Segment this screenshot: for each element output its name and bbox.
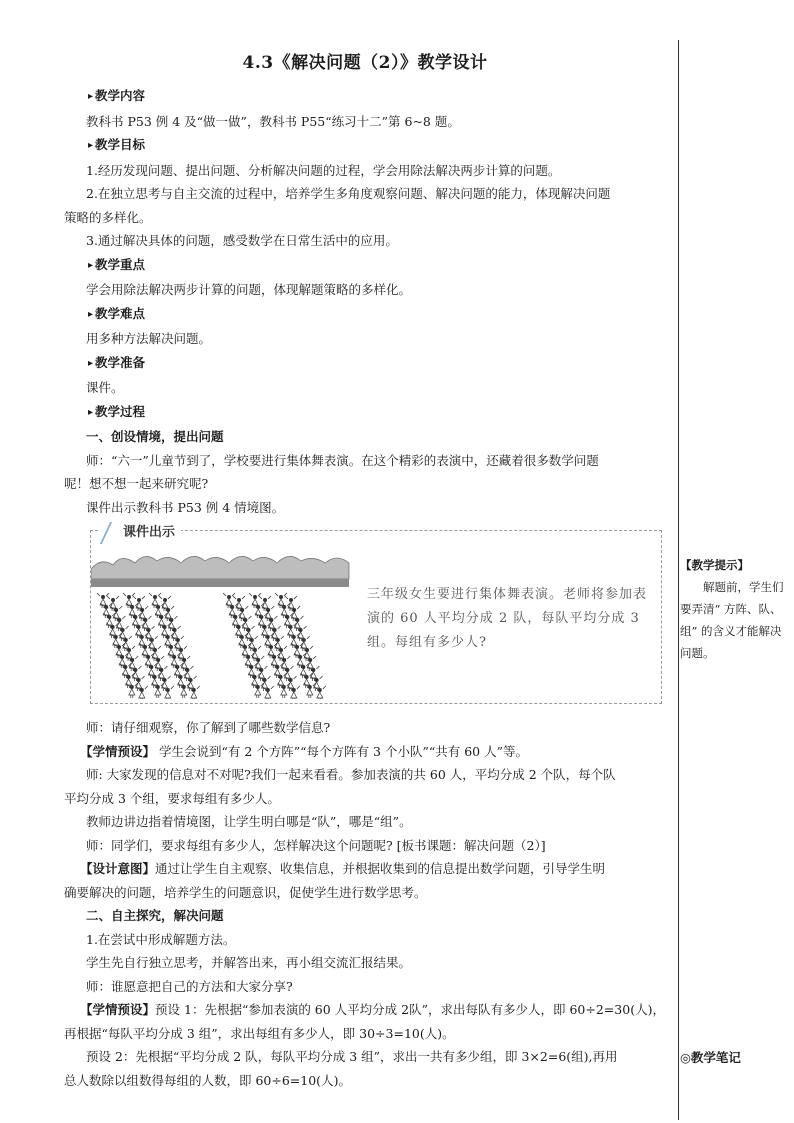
paragraph-text: 学生会说到“有 2 个方阵”“每个方阵有 3 个小队”“共有 60 人”等。 <box>155 743 528 759</box>
margin-divider <box>678 40 679 1120</box>
figure-tag <box>99 521 181 544</box>
paragraph-text: 预设 1：先根据“参加表演的 60 人平均分成 2队”，求出每队有多少人，即 60÷2=30(人)， <box>155 1002 665 1017</box>
stage-wall <box>91 579 349 587</box>
paragraph: 确要解决的问题，培养学生的问题意识，促使学生进行数学思考。 <box>64 884 427 900</box>
paragraph: 再根据“每队平均分成 3 组”，求出每组有多少人，即 30÷3=10(人)。 <box>64 1025 455 1041</box>
paragraph: 师：“六一”儿童节到了，学校要进行集体舞表演。在这个精彩的表演中，还藏着很多数学问题 <box>86 452 599 468</box>
step-heading: 一、创设情境，提出问题 <box>86 429 224 444</box>
section-heading-process: ▸ 教学过程 <box>86 400 670 426</box>
paragraph: 总人数除以组数得每组的人数，即 60÷6=10(人)。 <box>64 1072 351 1088</box>
paragraph: 2.在独立思考与自主交流的过程中，培养学生多角度观察问题、解决问题的能力，体现解决问题 <box>86 186 611 201</box>
paragraph <box>80 740 670 764</box>
paragraph-text: 通过让学生自主观察、收集信息，并根据收集到的信息提出数学问题，引导学生明 <box>155 861 606 876</box>
paragraph <box>80 998 670 1022</box>
paragraph: 师: 大家发现的信息对不对呢?我们一起来看看。参加表演的共 60 人，平均分成 2 个队，每个队 <box>86 767 616 782</box>
paragraph: 呢！想不想一起来研究呢? <box>64 476 209 491</box>
figure-tag-label: 课件出示 <box>123 525 176 540</box>
paragraph: 课件出示教科书 P53 例 4 情境图。 <box>86 499 285 515</box>
preset-tag: 【学情预设】 <box>80 1002 156 1017</box>
paragraph: 师：请仔细观察，你了解到了哪些数学信息? <box>86 720 331 735</box>
paragraph: 教科书 P53 例 4 及“做一做”，教科书 P55“练习十二”第 6~8 题。 <box>86 113 460 129</box>
step-heading: 二、自主探究，解决问题 <box>86 908 224 923</box>
trees-icon <box>91 556 349 579</box>
dancer-icon <box>252 683 264 698</box>
main-content-lower <box>64 716 670 1092</box>
teaching-tip <box>680 554 790 664</box>
main-content <box>64 84 670 519</box>
teaching-notes-label: ◎教学笔记 <box>680 1050 741 1065</box>
paragraph: 1.在尝试中形成解题方法。 <box>86 931 236 947</box>
paragraph: 教师边讲边指着情境图，让学生明白哪是“队”，哪是“组”。 <box>86 814 412 829</box>
dance-scene-illustration <box>91 549 351 699</box>
dancer-icon <box>304 683 316 698</box>
design-intent-tag: 【设计意图】 <box>80 861 156 876</box>
paragraph: 师：同学们，要求每组有多少人，怎样解决这个问题呢? [板书课题：解决问题（2）] <box>86 837 546 853</box>
section-heading-key: ▸ 教学重点 <box>86 253 670 279</box>
paragraph: 学会用除法解决两步计算的问题，体现解题策略的多样化。 <box>86 282 412 297</box>
paragraph: 用多种方法解决问题。 <box>86 331 212 346</box>
dancer-icon <box>152 683 164 698</box>
paragraph: 平均分成 3 个组，要求每组有多少人。 <box>64 790 280 806</box>
dancers-group <box>97 593 326 699</box>
paragraph: 师：谁愿意把自己的方法和大家分享? <box>86 978 293 994</box>
paragraph: 1.经历发现问题、提出问题、分析解决问题的过程，学会用除法解决两步计算的问题。 <box>86 162 561 178</box>
tag-slash-icon <box>100 522 122 544</box>
section-heading-difficulty: ▸ 教学难点 <box>86 302 670 328</box>
section-heading-goals: ▸ 教学目标 <box>86 133 670 159</box>
page-title: 4.3《解决问题（2）》教学设计 <box>242 53 488 73</box>
dancer-icon <box>126 683 138 698</box>
dancer-icon <box>278 683 290 698</box>
section-heading-content: ▸ 教学内容 <box>86 84 670 110</box>
teaching-tip-text: 解题前，学生们要弄清“ 方阵、队、组” 的含义才能解决问题。 <box>680 580 784 660</box>
preset-tag: 【学情预设】 <box>80 743 156 759</box>
teaching-tip-heading: 【教学提示】 <box>680 558 749 572</box>
dancer-icon <box>178 683 190 698</box>
figure-problem-text: 三年级女生要进行集体舞表演。老师将参加表演的 60 人平均分成 2 队，每队平均分成 3 组。每组有多少人? <box>367 587 648 650</box>
paragraph: 3.通过解决具体的问题，感受数学在日常生活中的应用。 <box>86 233 398 248</box>
paragraph: 策略的多样化。 <box>64 209 152 225</box>
paragraph: 学生先自行独立思考，并解答出来，再小组交流汇报结果。 <box>86 955 412 970</box>
paragraph: 课件。 <box>86 380 124 395</box>
paragraph: 预设 2：先根据“平均分成 2 队，每队平均分成 3 组”，求出一共有多少组，即 3×2=6(组),再用 <box>86 1049 618 1064</box>
paragraph <box>80 857 670 881</box>
section-heading-preparation: ▸ 教学准备 <box>86 351 670 377</box>
courseware-figure <box>90 525 662 704</box>
